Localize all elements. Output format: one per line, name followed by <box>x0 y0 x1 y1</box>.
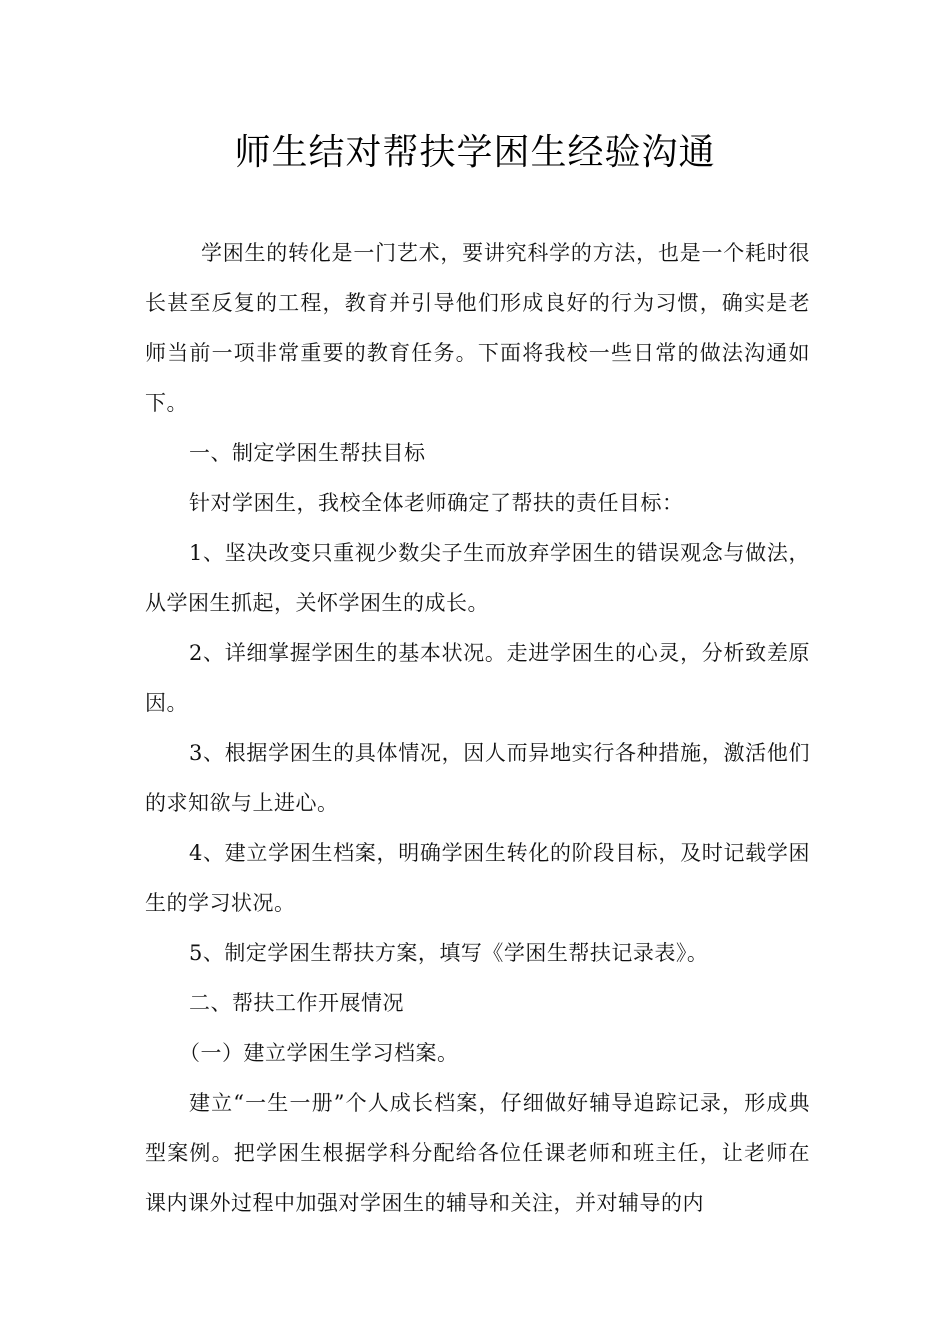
section-heading-1: 一、制定学困生帮扶目标 <box>189 441 426 465</box>
document-title: 师生结对帮扶学困生经验沟通 <box>234 132 716 173</box>
subsection-heading-1: （一）建立学困生学习档案。 <box>179 1041 459 1065</box>
list-item-2: 2、详细掌握学困生的基本状况。走进学困生的心灵，分析致差原因。 <box>145 641 810 715</box>
list-item-5: 5、制定学困生帮扶方案，填写《学困生帮扶记录表》。 <box>189 941 709 965</box>
list-item-1: 1、坚决改变只重视少数尖子生而放弃学困生的错误观念与做法，从学困生抓起，关怀学困生的成长。 <box>145 541 810 615</box>
paragraph-intro: 学困生的转化是一门艺术，要讲究科学的方法，也是一个耗时很长甚至反复的工程，教育并引导他们形成良好的行为习惯，确实是老师当前一项非常重要的教育任务。下面将我校一些日常的做法沟通如下。 <box>145 241 810 415</box>
list-item-3: 3、根据学困生的具体情况，因人而异地实行各种措施，激活他们的求知欲与上进心。 <box>145 741 810 815</box>
document-body <box>145 228 810 1228</box>
section-heading-2: 二、帮扶工作开展情况 <box>189 991 404 1015</box>
paragraph: 针对学困生，我校全体老师确定了帮扶的责任目标： <box>189 491 684 515</box>
paragraph: 建立“一生一册”个人成长档案，仔细做好辅导追踪记录，形成典型案例。把学困生根据学科分配给各位任课老师和班主任，让老师在课内课外过程中加强对学困生的辅导和关注，并对辅导的内 <box>145 1091 810 1215</box>
list-item-4: 4、建立学困生档案，明确学困生转化的阶段目标，及时记载学困生的学习状况。 <box>145 841 810 915</box>
